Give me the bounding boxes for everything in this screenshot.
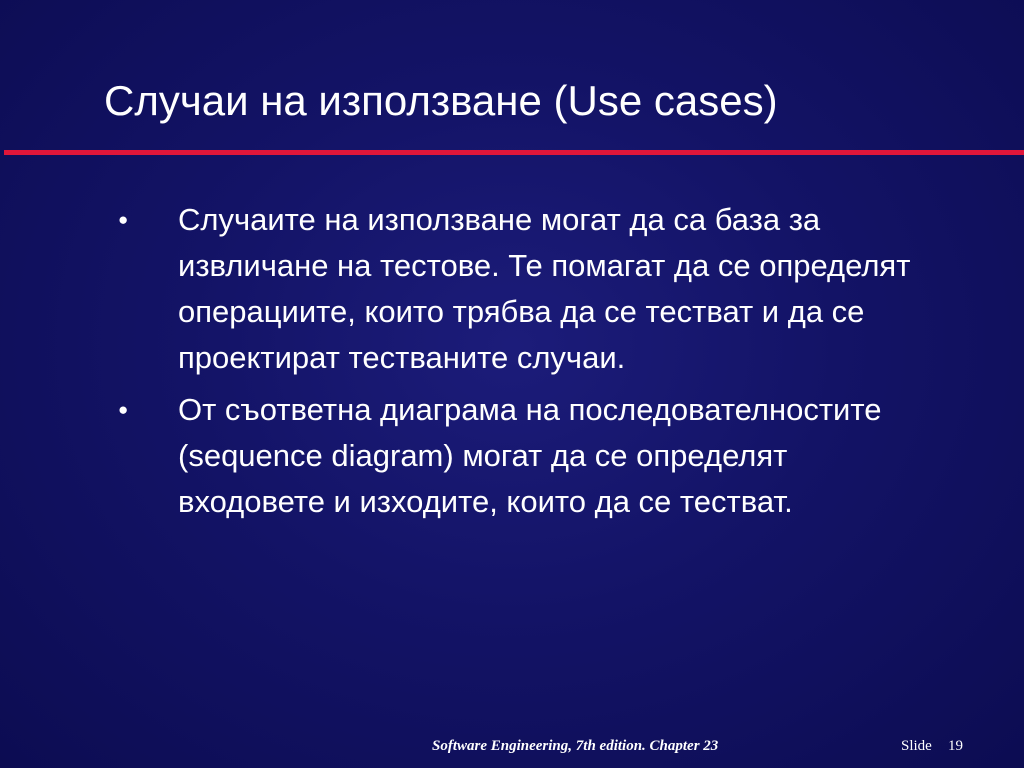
slide-title: Случаи на използване (Use cases) [104, 77, 778, 124]
footer-source: Software Engineering, 7th edition. Chapter 23 [432, 738, 719, 754]
bullet-text: От съответна диаграма на последователностите (sequence diagram) могат да се определят входовете и изходите, които да се тестват. [178, 392, 882, 519]
bullet-text: Случаите на използване могат да са база за извличане на тестове. Те помагат да се определят операциите, които трябва да се тестват и да се проектират тестваните случаи. [178, 202, 911, 375]
bullet-marker-icon: ● [118, 210, 129, 229]
bullet-marker-icon: ● [118, 400, 129, 419]
bullet-item [118, 387, 938, 525]
bullet-item [118, 197, 938, 381]
slide-label: Slide [901, 738, 932, 754]
title-divider [4, 150, 1024, 155]
bullet-list [118, 197, 938, 531]
slide-number: 19 [948, 738, 963, 754]
